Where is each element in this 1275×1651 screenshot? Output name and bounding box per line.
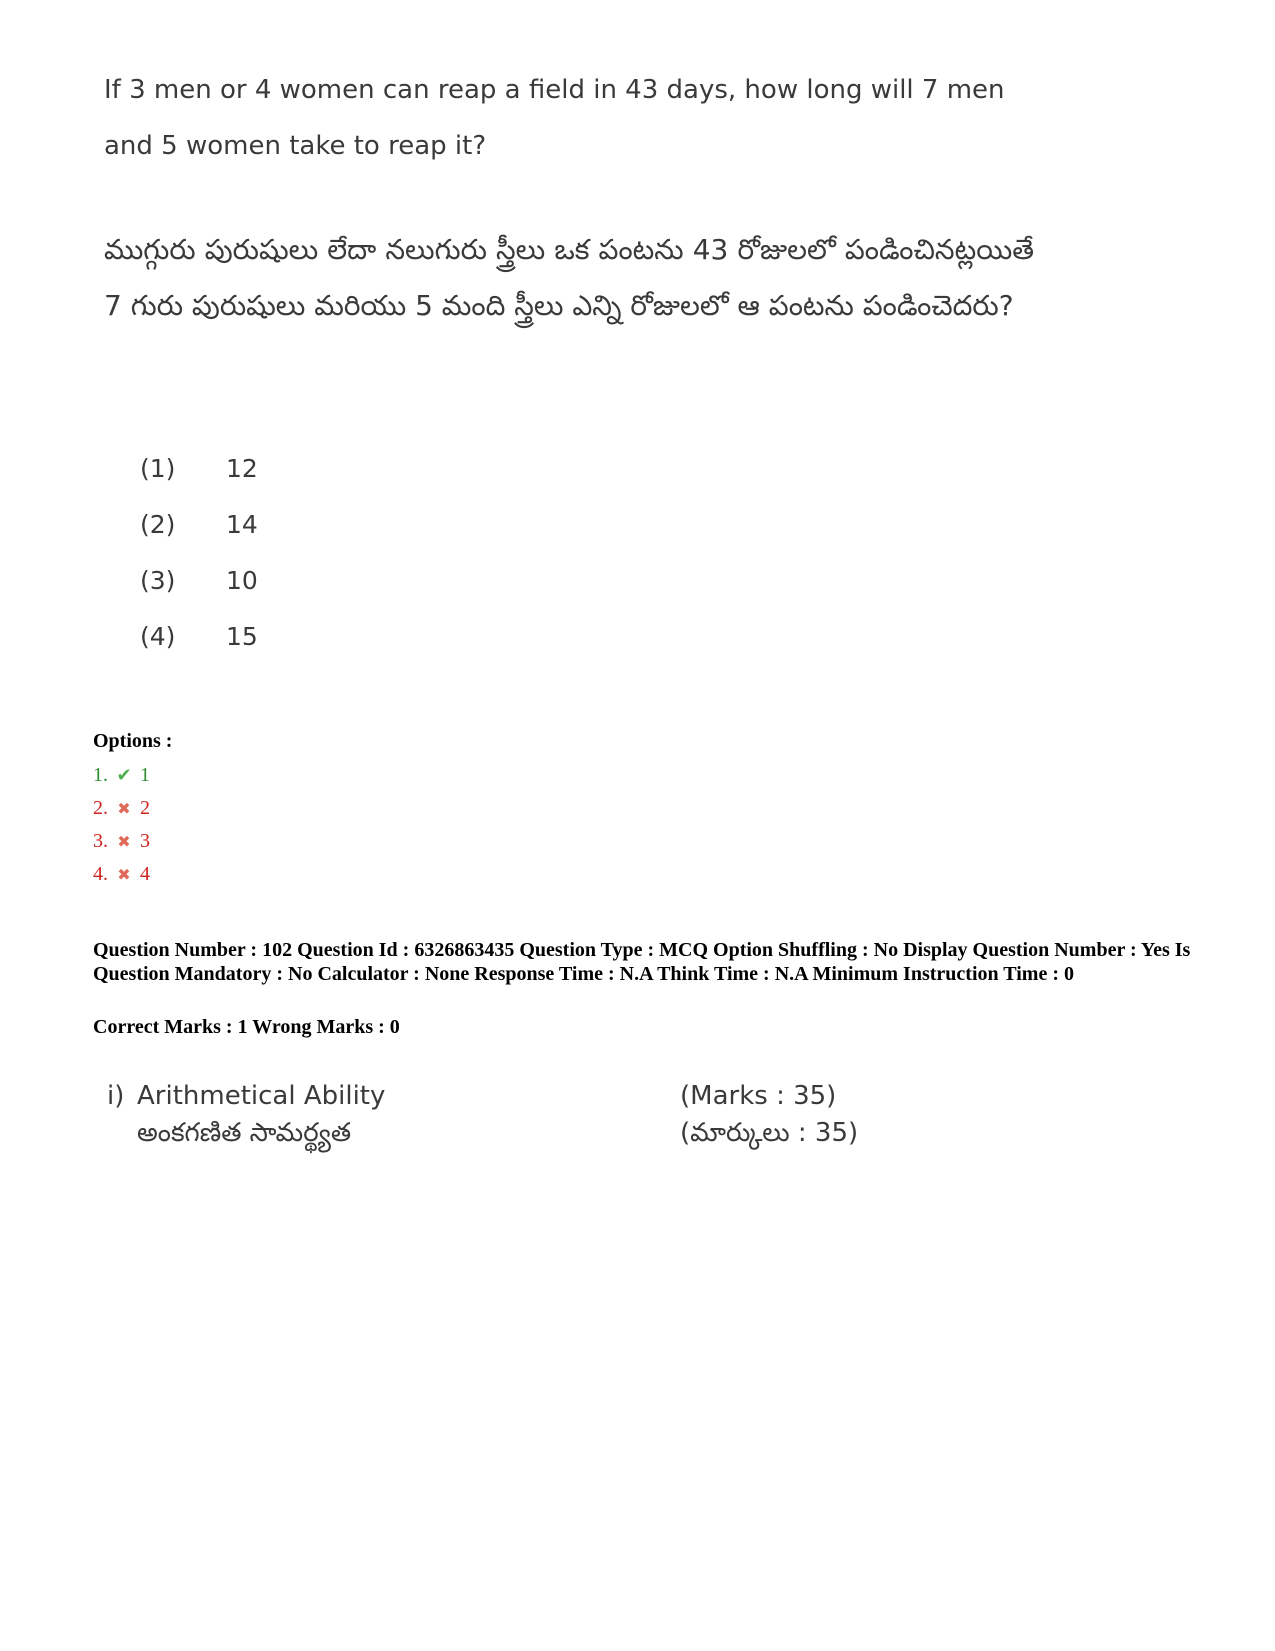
question-text-telugu: ముగ్గురు పురుషులు లేదా నలుగురు స్త్రీలు ఒక పంటను 43 రోజులలో పండించినట్లయితే 7 గురు పురుషులు మరియు 5 మంది స్త్రీలు ఎన్ని రోజులలో ఆ పంటను పండించెదరు? <box>104 233 1034 322</box>
option-1 <box>93 759 172 792</box>
question-metadata: Question Number : 102 Question Id : 6326863435 Question Type : MCQ Option Shuffling : No Display Question Number : Yes Is Question Mandatory : No Calculator : None Response Time : N.A Think Time : N.A Minimum Instruction Time : 0 <box>93 939 1191 985</box>
choice-number: (4) <box>140 622 176 651</box>
option-label: 4 <box>140 863 150 885</box>
option-4 <box>93 858 172 891</box>
option-3 <box>93 825 172 858</box>
choice-number: (1) <box>140 454 176 483</box>
marks-info: Correct Marks : 1 Wrong Marks : 0 <box>93 1016 400 1038</box>
option-index: 2. <box>93 797 108 819</box>
option-label: 3 <box>140 830 150 852</box>
cross-icon: ✖ <box>117 866 131 884</box>
choice-2 <box>140 510 258 566</box>
choice-number: (2) <box>140 510 176 539</box>
option-index: 4. <box>93 863 108 885</box>
options-header: Options : <box>93 730 173 752</box>
cross-icon: ✖ <box>117 833 131 851</box>
choice-value: 10 <box>226 566 258 595</box>
option-label: 1 <box>140 764 150 786</box>
choice-number: (3) <box>140 566 176 595</box>
option-index: 1. <box>93 764 108 786</box>
section-marks-telugu: (మార్కులు : 35) <box>680 1118 859 1148</box>
choice-value: 14 <box>226 510 258 539</box>
choice-3 <box>140 566 258 622</box>
check-icon: ✔ <box>116 765 132 785</box>
options-list <box>93 730 172 891</box>
section-number: i) <box>107 1081 125 1111</box>
choice-value: 15 <box>226 622 258 651</box>
option-index: 3. <box>93 830 108 852</box>
section-marks-english: (Marks : 35) <box>680 1081 837 1111</box>
choice-1 <box>140 454 258 510</box>
option-2 <box>93 792 172 825</box>
cross-icon: ✖ <box>117 800 131 818</box>
section-title-telugu: అంకగణిత సామర్థ్యత <box>137 1118 352 1148</box>
answer-choices <box>140 454 258 678</box>
section-title-english: Arithmetical Ability <box>137 1081 386 1111</box>
question-text-english: If 3 men or 4 women can reap a field in 43 days, how long will 7 men and 5 women take to reap it? <box>104 75 1005 161</box>
choice-value: 12 <box>226 454 258 483</box>
option-label: 2 <box>140 797 150 819</box>
choice-4 <box>140 622 258 678</box>
